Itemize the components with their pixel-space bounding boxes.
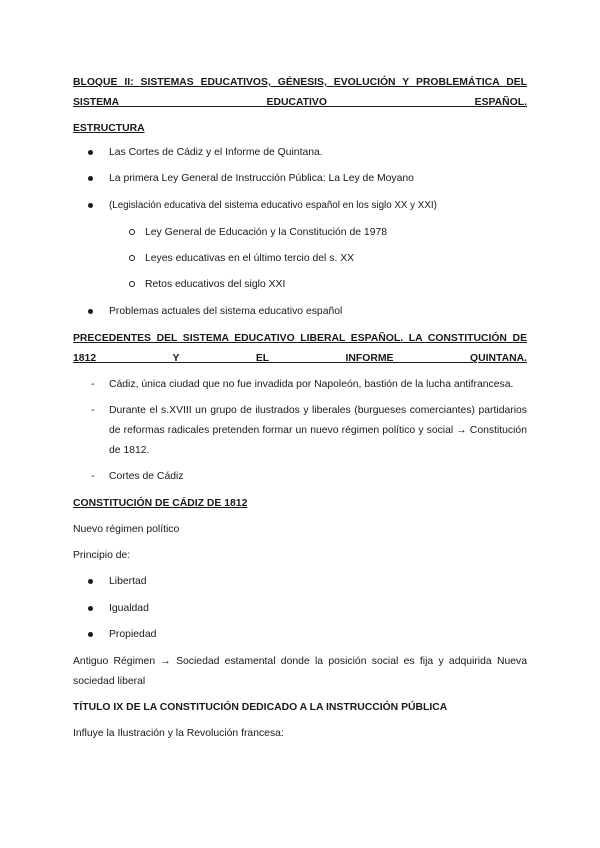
bullet-icon [88, 169, 93, 189]
dash-icon: - [91, 379, 95, 390]
sub-bullet-icon [129, 249, 135, 269]
precedentes-heading: PRECEDENTES DEL SISTEMA EDUCATIVO LIBERAL ESPAÑOL. LA CONSTITUCIÓN DE 1812 Y EL INFORME QUINTANA. [73, 333, 527, 364]
principio-item: Propiedad [109, 629, 157, 640]
bloque-title: BLOQUE II: SISTEMAS EDUCATIVOS, GÉNESIS, EVOLUCIÓN Y PROBLEMÁTICA DEL SISTEMA EDUCATIVO ESPAÑOL. [73, 77, 527, 108]
dash-icon: - [91, 405, 95, 416]
bullet-icon [88, 196, 93, 216]
bullet-icon [88, 143, 93, 163]
titulo-ix-heading: TÍTULO IX DE LA CONSTITUCIÓN DEDICADO A LA INSTRUCCIÓN PÚBLICA [73, 702, 448, 713]
estructura-item: (Legislación educativa del sistema educativo español en los siglo XX y XXI) [109, 200, 437, 211]
sub-bullet-icon [129, 223, 135, 243]
estructura-item: Las Cortes de Cádiz y el Informe de Quintana. [109, 147, 323, 158]
precedentes-item: Cortes de Cádiz [109, 471, 184, 482]
precedentes-item: Durante el s.XVIII un grupo de ilustrados y liberales (burgueses comerciantes) partidarios de reformas radicales pretenden formar un nuevo régimen político y social → Constitución de 1812. [109, 405, 527, 456]
bullet-icon [88, 572, 93, 592]
estructura-item: Problemas actuales del sistema educativo español [109, 306, 343, 317]
nuevo-regimen-text: Nuevo régimen político [73, 524, 180, 535]
estructura-subitem: Ley General de Educación y la Constitución de 1978 [145, 227, 388, 238]
estructura-heading: ESTRUCTURA [73, 123, 145, 134]
principio-item: Libertad [109, 576, 147, 587]
precedentes-item: Cádiz, única ciudad que no fue invadida por Napoleón, bastión de la lucha antifrancesa. [109, 379, 514, 390]
principio-text: Principio de: [73, 550, 131, 561]
estructura-item: La primera Ley General de Instrucción Pública: La Ley de Moyano [109, 173, 414, 184]
dash-icon: - [91, 471, 95, 482]
principio-item: Igualdad [109, 603, 149, 614]
sub-bullet-icon [129, 275, 135, 295]
bullet-icon [88, 302, 93, 322]
antiguo-regimen-text: Antiguo Régimen → Sociedad estamental donde la posición social es fija y adquirida Nueva sociedad liberal [73, 656, 527, 687]
estructura-subitem: Retos educativos del siglo XXI [145, 279, 286, 290]
constitucion-heading: CONSTITUCIÓN DE CÁDIZ DE 1812 [73, 498, 248, 509]
bullet-icon [88, 625, 93, 645]
bullet-icon [88, 599, 93, 619]
titulo-ix-text: Influye la Ilustración y la Revolución francesa: [73, 728, 284, 739]
estructura-subitem: Leyes educativas en el último tercio del s. XX [145, 253, 355, 264]
